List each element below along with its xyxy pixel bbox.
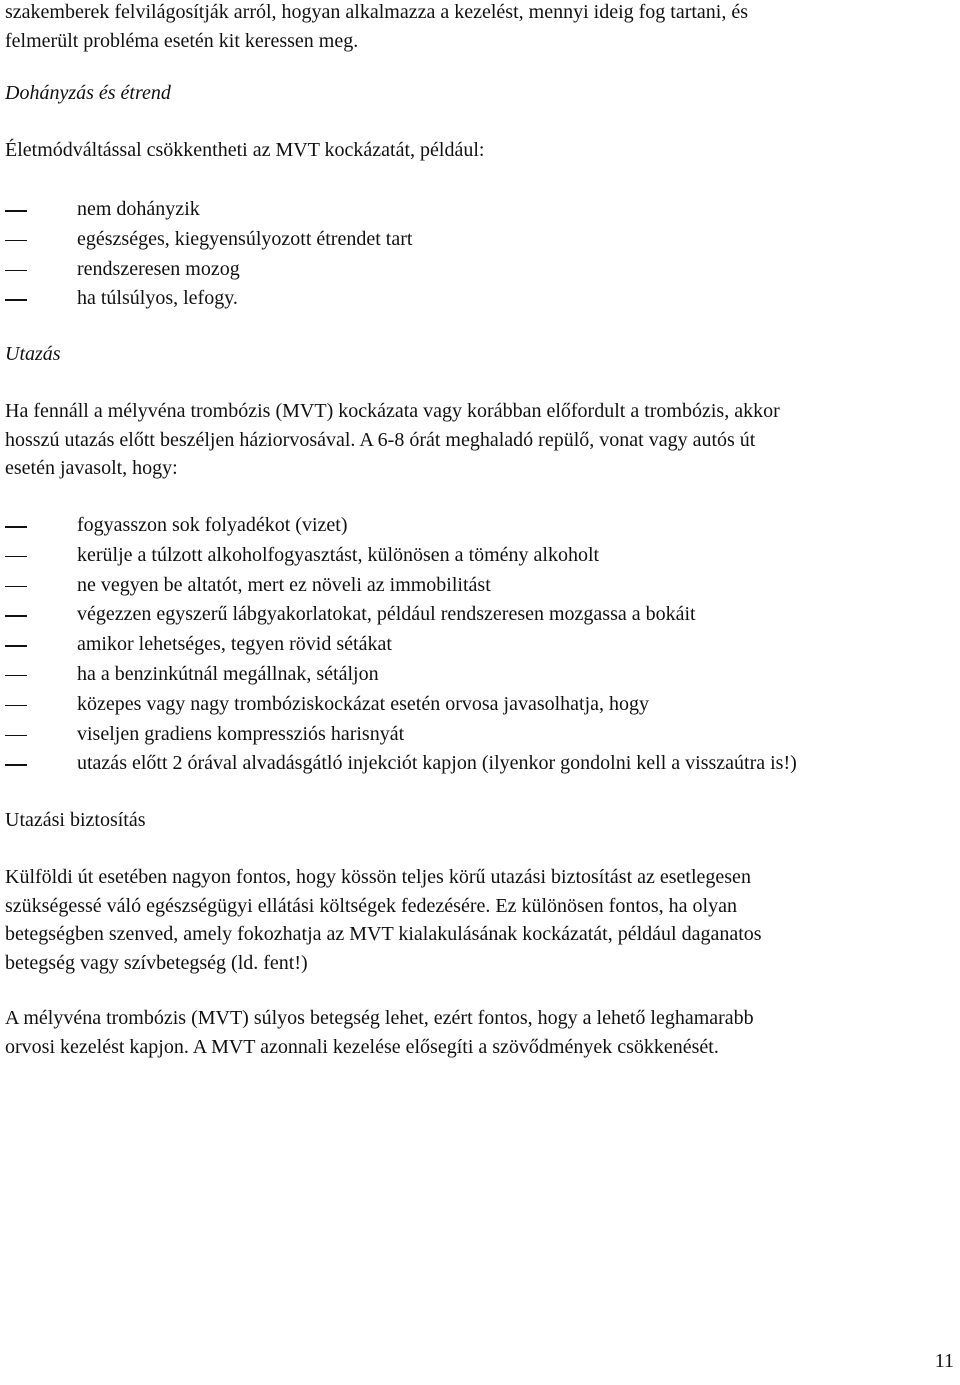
travel-paragraph	[5, 397, 780, 483]
travel-line: hosszú utazás előtt beszéljen háziorvosával. A 6-8 órát meghaladó repülő, vonat vagy autós út	[5, 428, 756, 451]
smoking-diet-intro: Életmódváltással csökkentheti az MVT kockázatát, például:	[5, 139, 485, 161]
dash-bullet-icon	[5, 615, 27, 617]
travel-line: esetén javasolt, hogy:	[5, 457, 178, 479]
list-item: fogyasszon sok folyadékot (vizet)	[5, 511, 797, 541]
dash-bullet-icon	[5, 705, 27, 707]
list-item: nem dohányzik	[5, 195, 412, 225]
intro-paragraph	[5, 0, 748, 55]
section-heading-insurance: Utazási biztosítás	[5, 809, 146, 831]
insurance-line: A mélyvéna trombózis (MVT) súlyos betegség lehet, ezért fontos, hogy a lehető leghamarabb	[5, 1007, 754, 1029]
intro-line: felmerült probléma esetén kit keressen meg.	[5, 29, 359, 52]
list-item: ne vegyen be altatót, mert ez növeli az immobilitást	[5, 571, 797, 601]
list-item: ha túlsúlyos, lefogy.	[5, 284, 412, 314]
list-item: közepes vagy nagy trombóziskockázat esetén orvosa javasolhatja, hogy	[5, 690, 797, 720]
dash-bullet-icon	[5, 735, 27, 737]
travel-line: Ha fennáll a mélyvéna trombózis (MVT) kockázata vagy korábban előfordult a trombózis, akkor	[5, 400, 780, 422]
page-number: 11	[934, 1350, 954, 1372]
list-item: egészséges, kiegyensúlyozott étrendet tart	[5, 225, 412, 255]
dash-bullet-icon	[5, 526, 27, 528]
travel-list	[5, 511, 797, 779]
insurance-line: orvosi kezelést kapjon. A MVT azonnali kezelése elősegíti a szövődmények csökkenését.	[5, 1035, 719, 1058]
insurance-line: betegségben szenved, amely fokozhatja az MVT kialakulásának kockázatát, például daganatos	[5, 923, 762, 945]
dash-bullet-icon	[5, 675, 27, 677]
dash-bullet-icon	[5, 270, 27, 272]
insurance-line: betegség vagy szívbetegség (ld. fent!)	[5, 951, 308, 974]
insurance-line: Külföldi út esetében nagyon fontos, hogy kössön teljes körű utazási biztosítást az esetlegesen	[5, 866, 751, 888]
list-item: utazás előtt 2 órával alvadásgátló injekciót kapjon (ilyenkor gondolni kell a visszaútra is!)	[5, 749, 797, 779]
intro-line: szakemberek felvilágosítják arról, hogyan alkalmazza a kezelést, mennyi ideig fog tartani, és	[5, 1, 749, 23]
list-item: kerülje a túlzott alkoholfogyasztást, különösen a tömény alkoholt	[5, 541, 797, 571]
dash-bullet-icon	[5, 299, 27, 301]
dash-bullet-icon	[5, 556, 27, 558]
list-item: viseljen gradiens kompressziós harisnyát	[5, 720, 797, 750]
list-item: ha a benzinkútnál megállnak, sétáljon	[5, 660, 797, 690]
dash-bullet-icon	[5, 240, 27, 242]
dash-bullet-icon	[5, 210, 27, 212]
dash-bullet-icon	[5, 645, 27, 647]
section-heading-smoking-diet: Dohányzás és étrend	[5, 82, 171, 104]
list-item: végezzen egyszerű lábgyakorlatokat, például rendszeresen mozgassa a bokáit	[5, 600, 797, 630]
section-heading-travel: Utazás	[5, 343, 61, 365]
dash-bullet-icon	[5, 586, 27, 588]
insurance-paragraph-1	[5, 863, 762, 977]
dash-bullet-icon	[5, 764, 27, 766]
insurance-paragraph-2	[5, 1004, 754, 1061]
list-item: amikor lehetséges, tegyen rövid sétákat	[5, 630, 797, 660]
list-item: rendszeresen mozog	[5, 255, 412, 285]
insurance-line: szükségessé váló egészségügyi ellátási költségek fedezésére. Ez különösen fontos, ha olyan	[5, 894, 737, 917]
smoking-diet-list	[5, 195, 412, 314]
